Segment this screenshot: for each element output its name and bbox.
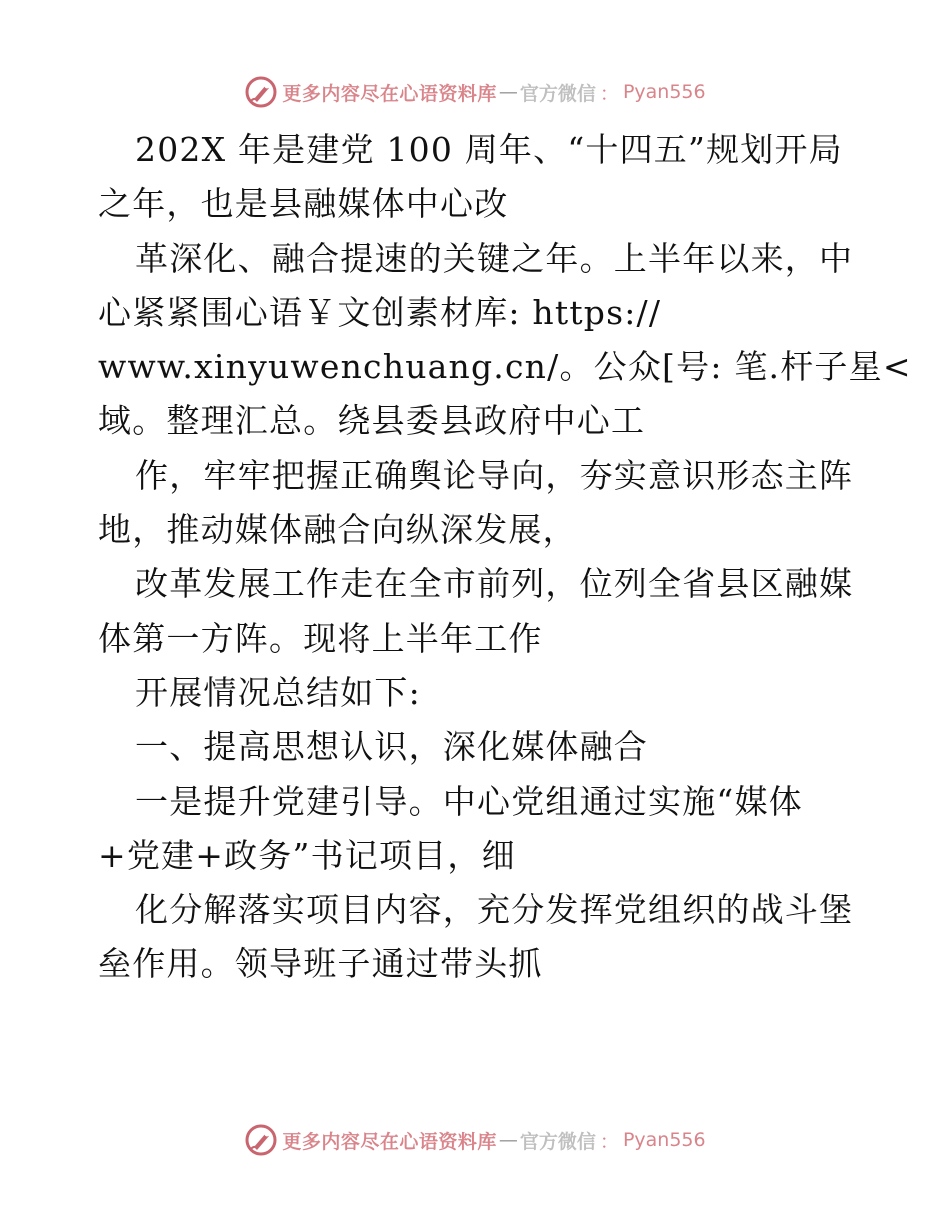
text-line: +党建+政务”书记项目，细 bbox=[98, 835, 516, 875]
watermark-official-label: 官方微信 bbox=[519, 1130, 596, 1153]
header-watermark bbox=[0, 72, 950, 112]
pen-nib-circle-icon bbox=[244, 1123, 278, 1157]
text-line: 革深化、融合提速的关键之年。上半年以来，中 bbox=[135, 238, 854, 278]
footer-watermark bbox=[0, 1120, 950, 1160]
text-line: 一是提升党建引导。中心党组通过实施“媒体 bbox=[135, 781, 803, 821]
text-line: 开展情况总结如下: bbox=[135, 672, 421, 712]
section-heading: 一、提高思想认识，深化媒体融合 bbox=[135, 727, 648, 767]
watermark-wechat-id: Pyan556 bbox=[622, 1129, 706, 1151]
text-line: 体第一方阵。现将上半年工作 bbox=[98, 618, 543, 658]
watermark-brand: 更多内容尽在心语资料库 bbox=[282, 82, 497, 105]
text-line: www.xinyuwenchuang.cn/。公众[号: 笔.杆子星< bbox=[98, 347, 912, 387]
text-line: 化分解落实项目内容，充分发挥党组织的战斗堡 bbox=[135, 890, 854, 930]
text-line: 垒作用。领导班子通过带头抓 bbox=[98, 944, 543, 984]
text-line: 改革发展工作走在全市前列，位列全省县区融媒 bbox=[135, 564, 854, 604]
text-line: 作，牢牢把握正确舆论导向，夯实意识形态主阵 bbox=[135, 455, 854, 495]
pen-nib-circle-icon bbox=[244, 75, 278, 109]
document-body bbox=[98, 123, 912, 992]
text-line: 域。整理汇总。绕县委县政府中心工 bbox=[98, 401, 646, 441]
text-line: 之年，也是县融媒体中心改 bbox=[98, 184, 509, 224]
watermark-colon: ： bbox=[599, 82, 619, 105]
watermark-brand: 更多内容尽在心语资料库 bbox=[282, 1130, 497, 1153]
watermark-separator: — bbox=[498, 1129, 518, 1151]
watermark-wechat-id: Pyan556 bbox=[622, 81, 706, 103]
text-line: 地，推动媒体融合向纵深发展， bbox=[98, 510, 577, 550]
watermark-separator: — bbox=[498, 81, 518, 103]
watermark-official-label: 官方微信 bbox=[519, 82, 596, 105]
watermark-colon: ： bbox=[599, 1130, 619, 1153]
text-line: 心紧紧围心语￥文创素材库: https:// bbox=[98, 292, 662, 332]
text-line: 202X 年是建党 100 周年、“十四五”规划开局 bbox=[135, 130, 843, 169]
